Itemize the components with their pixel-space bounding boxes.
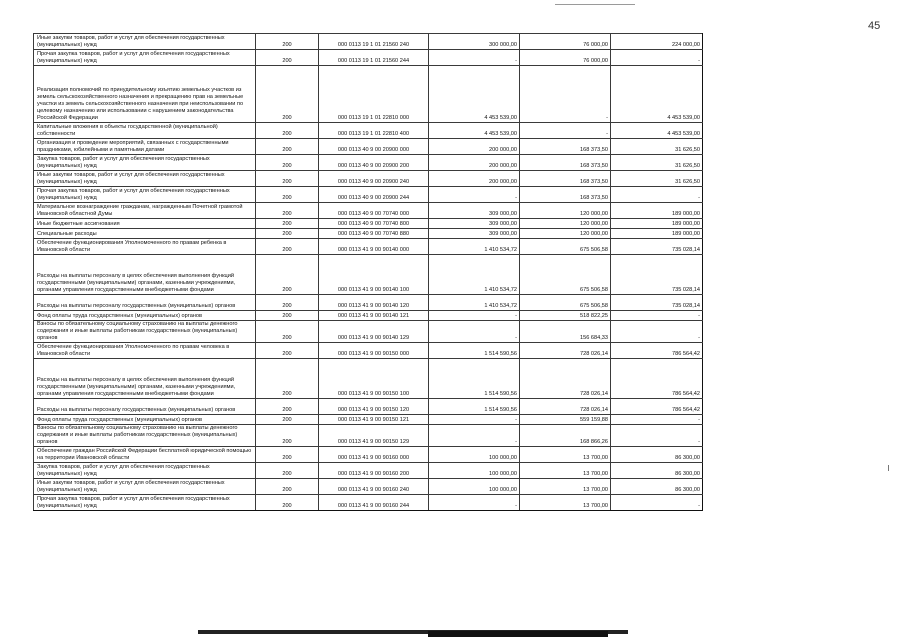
- table-row: [34, 479, 703, 495]
- executed-amount: 518 822,25: [520, 311, 611, 321]
- approved-amount: 1 410 534,72: [429, 255, 520, 295]
- executed-amount: 728 026,14: [520, 343, 611, 359]
- approved-amount: 1 410 534,72: [429, 239, 520, 255]
- executed-amount: 168 373,50: [520, 155, 611, 171]
- budget-code: 000 0113 41 9 00 90160 240: [319, 479, 429, 495]
- row-name: Взносы по обязательному социальному страхованию на выплаты денежного содержания и иные выплаты работникам государственных (муниципальных) органов: [34, 321, 256, 343]
- table-row: [34, 50, 703, 66]
- remaining-amount: 735 028,14: [611, 295, 703, 311]
- table-row: [34, 295, 703, 311]
- row-name: Взносы по обязательному социальному страхованию на выплаты денежного содержания и иные выплаты работникам государственных (муниципальных) органов: [34, 425, 256, 447]
- admin-code: 200: [256, 123, 319, 139]
- table-row: [34, 463, 703, 479]
- budget-code: 000 0113 41 9 00 90150 000: [319, 343, 429, 359]
- row-name: Закупка товаров, работ и услуг для обеспечения государственных (муниципальных) нужд: [34, 155, 256, 171]
- admin-code: 200: [256, 359, 319, 399]
- table-row: [34, 219, 703, 229]
- approved-amount: 100 000,00: [429, 463, 520, 479]
- remaining-amount: 4 453 539,00: [611, 123, 703, 139]
- row-name: Иные закупки товаров, работ и услуг для обеспечения государственных (муниципальных) нужд: [34, 171, 256, 187]
- admin-code: 200: [256, 495, 319, 511]
- executed-amount: 13 700,00: [520, 479, 611, 495]
- remaining-amount: 189 000,00: [611, 203, 703, 219]
- table-row: [34, 447, 703, 463]
- budget-code: 000 0113 41 9 00 90150 121: [319, 415, 429, 425]
- executed-amount: 13 700,00: [520, 463, 611, 479]
- admin-code: 200: [256, 447, 319, 463]
- executed-amount: 728 026,14: [520, 359, 611, 399]
- remaining-amount: 189 000,00: [611, 229, 703, 239]
- executed-amount: 76 000,00: [520, 50, 611, 66]
- approved-amount: 100 000,00: [429, 447, 520, 463]
- remaining-amount: 735 028,14: [611, 239, 703, 255]
- budget-code: 000 0113 41 9 00 90140 129: [319, 321, 429, 343]
- table-row: [34, 139, 703, 155]
- remaining-amount: -: [611, 425, 703, 447]
- admin-code: 200: [256, 295, 319, 311]
- admin-code: 200: [256, 311, 319, 321]
- approved-amount: -: [429, 321, 520, 343]
- row-name: Прочая закупка товаров, работ и услуг для обеспечения государственных (муниципальных) нужд: [34, 495, 256, 511]
- remaining-amount: -: [611, 50, 703, 66]
- row-name: Обеспечение граждан Российской Федерации бесплатной юридической помощью на территории Ивановской области: [34, 447, 256, 463]
- approved-amount: -: [429, 311, 520, 321]
- remaining-amount: -: [611, 311, 703, 321]
- table-row: [34, 425, 703, 447]
- table-row: [34, 359, 703, 399]
- table-row: [34, 155, 703, 171]
- row-name: Иные закупки товаров, работ и услуг для обеспечения государственных (муниципальных) нужд: [34, 34, 256, 50]
- table-row: [34, 34, 703, 50]
- admin-code: 200: [256, 239, 319, 255]
- executed-amount: 728 026,14: [520, 399, 611, 415]
- approved-amount: 309 000,00: [429, 219, 520, 229]
- admin-code: 200: [256, 155, 319, 171]
- budget-code: 000 0113 41 9 00 90160 244: [319, 495, 429, 511]
- top-divider: [555, 4, 635, 5]
- admin-code: 200: [256, 255, 319, 295]
- budget-code: 000 0113 40 9 00 20900 240: [319, 171, 429, 187]
- remaining-amount: 224 000,00: [611, 34, 703, 50]
- table-row: [34, 311, 703, 321]
- budget-code: 000 0113 19 1 01 21560 244: [319, 50, 429, 66]
- executed-amount: 13 700,00: [520, 495, 611, 511]
- executed-amount: -: [520, 123, 611, 139]
- row-name: Реализация полномочий по принудительному изъятию земельных участков из земель сельскохозяйственного назначения и прекращению прав на земельные участки из земель сельскохозяйственного назначения при неиспользовании по целевому назначению или использовании с нарушением законодательства Российской Федерации: [34, 66, 256, 123]
- budget-code: 000 0113 40 9 00 70740 000: [319, 203, 429, 219]
- budget-code: 000 0113 40 9 00 20900 244: [319, 187, 429, 203]
- table-row: [34, 123, 703, 139]
- table-row: [34, 255, 703, 295]
- remaining-amount: -: [611, 495, 703, 511]
- approved-amount: 1 514 590,56: [429, 343, 520, 359]
- budget-code: 000 0113 40 9 00 20900 200: [319, 155, 429, 171]
- table-row: [34, 321, 703, 343]
- budget-code: 000 0113 41 9 00 90150 120: [319, 399, 429, 415]
- remaining-amount: 786 564,42: [611, 343, 703, 359]
- executed-amount: -: [520, 66, 611, 123]
- executed-amount: 168 373,50: [520, 187, 611, 203]
- remaining-amount: 189 000,00: [611, 219, 703, 229]
- executed-amount: 168 373,50: [520, 171, 611, 187]
- row-name: Расходы на выплаты персоналу в целях обеспечения выполнения функций государственными (муниципальными) органами, казенными учреждениями, органами управления государственными внебюджетными фондами: [34, 359, 256, 399]
- row-name: Фонд оплаты труда государственных (муниципальных) органов: [34, 311, 256, 321]
- budget-code: 000 0113 41 9 00 90140 121: [319, 311, 429, 321]
- approved-amount: 1 514 590,56: [429, 399, 520, 415]
- row-name: Обеспечение функционирования Уполномоченного по правам ребенка в Ивановской области: [34, 239, 256, 255]
- executed-amount: 13 700,00: [520, 447, 611, 463]
- table-row: [34, 399, 703, 415]
- row-name: Расходы на выплаты персоналу государственных (муниципальных) органов: [34, 399, 256, 415]
- approved-amount: 4 453 539,00: [429, 66, 520, 123]
- executed-amount: 120 000,00: [520, 229, 611, 239]
- remaining-amount: 86 300,00: [611, 463, 703, 479]
- budget-code: 000 0113 41 9 00 90150 100: [319, 359, 429, 399]
- remaining-amount: 31 626,50: [611, 155, 703, 171]
- table-row: [34, 415, 703, 425]
- budget-code: 000 0113 40 9 00 70740 880: [319, 229, 429, 239]
- table-row: [34, 239, 703, 255]
- admin-code: 200: [256, 203, 319, 219]
- approved-amount: 309 000,00: [429, 229, 520, 239]
- remaining-amount: 786 564,42: [611, 359, 703, 399]
- row-name: Прочая закупка товаров, работ и услуг для обеспечения государственных (муниципальных) нужд: [34, 50, 256, 66]
- admin-code: 200: [256, 399, 319, 415]
- remaining-amount: -: [611, 187, 703, 203]
- admin-code: 200: [256, 415, 319, 425]
- budget-code: 000 0113 40 9 00 20900 000: [319, 139, 429, 155]
- table-row: [34, 66, 703, 123]
- executed-amount: 675 506,58: [520, 239, 611, 255]
- executed-amount: 675 506,58: [520, 255, 611, 295]
- row-name: Фонд оплаты труда государственных (муниципальных) органов: [34, 415, 256, 425]
- approved-amount: 1 514 590,56: [429, 359, 520, 399]
- approved-amount: -: [429, 187, 520, 203]
- approved-amount: 4 453 539,00: [429, 123, 520, 139]
- page-number: 45: [868, 20, 881, 32]
- budget-code: 000 0113 19 1 01 22810 400: [319, 123, 429, 139]
- remaining-amount: 31 626,50: [611, 171, 703, 187]
- admin-code: 200: [256, 50, 319, 66]
- row-name: Расходы на выплаты персоналу в целях обеспечения выполнения функций государственными (муниципальными) органами, казенными учреждениями, органами управления государственными внебюджетными фондами: [34, 255, 256, 295]
- row-name: Расходы на выплаты персоналу государственных (муниципальных) органов: [34, 295, 256, 311]
- remaining-amount: 4 453 539,00: [611, 66, 703, 123]
- row-name: Организация и проведение мероприятий, связанных с государственными праздниками, юбилейными и памятными датами: [34, 139, 256, 155]
- remaining-amount: 86 300,00: [611, 479, 703, 495]
- budget-code: 000 0113 40 9 00 70740 800: [319, 219, 429, 229]
- admin-code: 200: [256, 187, 319, 203]
- table-row: [34, 229, 703, 239]
- row-name: Материальное вознаграждение гражданам, награжденным Почетной грамотой Ивановской областной Думы: [34, 203, 256, 219]
- table-row: [34, 171, 703, 187]
- table-row: [34, 495, 703, 511]
- budget-code: 000 0113 41 9 00 90140 120: [319, 295, 429, 311]
- remaining-amount: 86 300,00: [611, 447, 703, 463]
- admin-code: 200: [256, 219, 319, 229]
- admin-code: 200: [256, 343, 319, 359]
- row-name: Прочая закупка товаров, работ и услуг для обеспечения государственных (муниципальных) нужд: [34, 187, 256, 203]
- remaining-amount: -: [611, 321, 703, 343]
- executed-amount: 675 506,58: [520, 295, 611, 311]
- table-row: [34, 203, 703, 219]
- approved-amount: 100 000,00: [429, 479, 520, 495]
- executed-amount: 559 159,88: [520, 415, 611, 425]
- approved-amount: -: [429, 50, 520, 66]
- admin-code: 200: [256, 321, 319, 343]
- admin-code: 200: [256, 463, 319, 479]
- row-name: Иные бюджетные ассигнования: [34, 219, 256, 229]
- approved-amount: 200 000,00: [429, 155, 520, 171]
- scan-bottom-bar-thick: [428, 631, 608, 637]
- budget-code: 000 0113 19 1 01 22810 000: [319, 66, 429, 123]
- admin-code: 200: [256, 34, 319, 50]
- admin-code: 200: [256, 229, 319, 239]
- approved-amount: 300 000,00: [429, 34, 520, 50]
- remaining-amount: 735 028,14: [611, 255, 703, 295]
- table-row: [34, 187, 703, 203]
- approved-amount: -: [429, 425, 520, 447]
- budget-code: 000 0113 41 9 00 90140 100: [319, 255, 429, 295]
- approved-amount: 200 000,00: [429, 139, 520, 155]
- row-name: Обеспечение функционирования Уполномоченного по правам человека в Ивановской области: [34, 343, 256, 359]
- budget-code: 000 0113 41 9 00 90150 129: [319, 425, 429, 447]
- approved-amount: -: [429, 415, 520, 425]
- budget-execution-table: [33, 33, 703, 511]
- admin-code: 200: [256, 171, 319, 187]
- scan-mark: [888, 465, 889, 471]
- row-name: Закупка товаров, работ и услуг для обеспечения государственных (муниципальных) нужд: [34, 463, 256, 479]
- remaining-amount: -: [611, 415, 703, 425]
- admin-code: 200: [256, 479, 319, 495]
- budget-code: 000 0113 41 9 00 90160 200: [319, 463, 429, 479]
- approved-amount: 309 000,00: [429, 203, 520, 219]
- admin-code: 200: [256, 425, 319, 447]
- executed-amount: 120 000,00: [520, 219, 611, 229]
- remaining-amount: 786 564,42: [611, 399, 703, 415]
- executed-amount: 76 000,00: [520, 34, 611, 50]
- executed-amount: 168 373,50: [520, 139, 611, 155]
- table-row: [34, 343, 703, 359]
- approved-amount: 1 410 534,72: [429, 295, 520, 311]
- admin-code: 200: [256, 139, 319, 155]
- row-name: Капитальные вложения в объекты государственной (муниципальной) собственности: [34, 123, 256, 139]
- executed-amount: 156 684,33: [520, 321, 611, 343]
- budget-code: 000 0113 41 9 00 90160 000: [319, 447, 429, 463]
- remaining-amount: 31 626,50: [611, 139, 703, 155]
- executed-amount: 168 866,26: [520, 425, 611, 447]
- budget-code: 000 0113 41 9 00 90140 000: [319, 239, 429, 255]
- approved-amount: 200 000,00: [429, 171, 520, 187]
- admin-code: 200: [256, 66, 319, 123]
- executed-amount: 120 000,00: [520, 203, 611, 219]
- row-name: Специальные расходы: [34, 229, 256, 239]
- row-name: Иные закупки товаров, работ и услуг для обеспечения государственных (муниципальных) нужд: [34, 479, 256, 495]
- budget-code: 000 0113 19 1 01 21560 240: [319, 34, 429, 50]
- approved-amount: -: [429, 495, 520, 511]
